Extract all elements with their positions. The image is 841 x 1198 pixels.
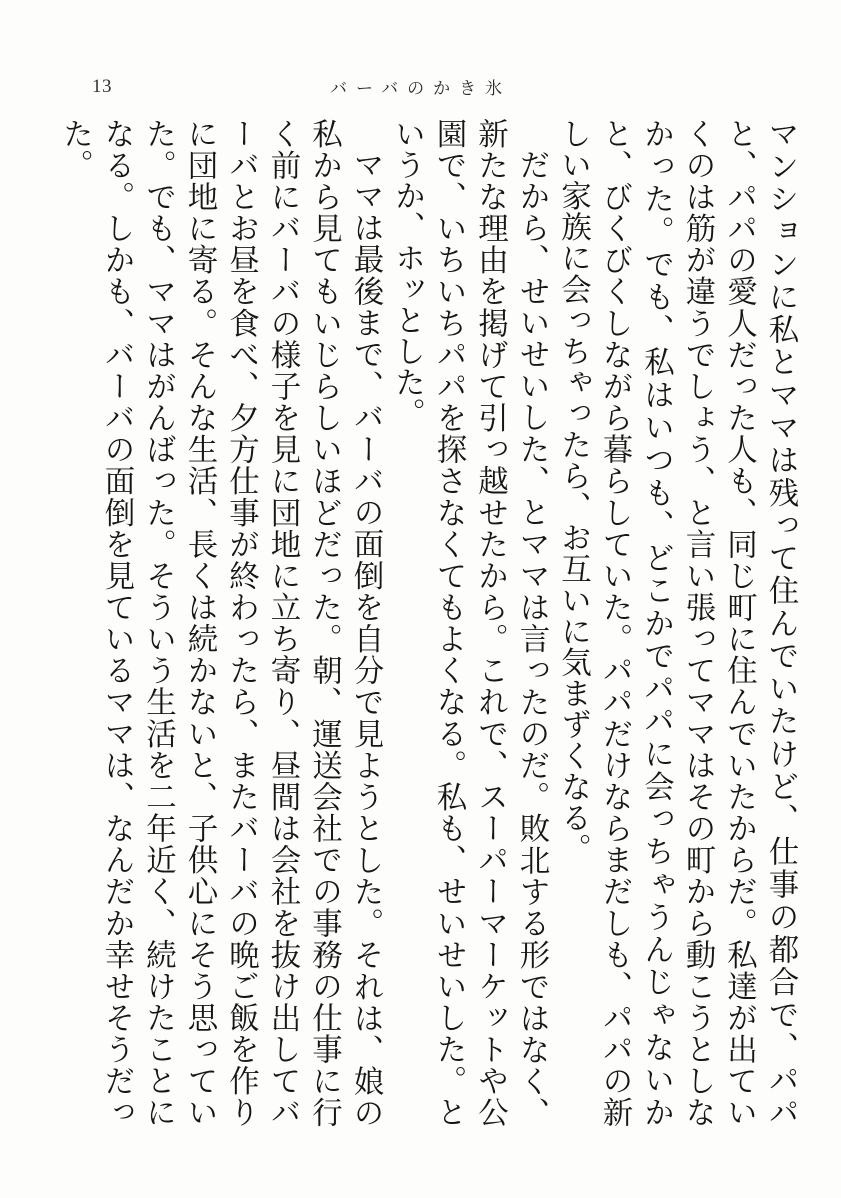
page-number: 13: [92, 76, 112, 97]
running-title: バーバのかき氷: [330, 79, 512, 99]
paragraph: ママは最後まで、バーバの面倒を自分で見ようとした。それは、娘の私から見てもいじらしいほどだった。朝、運送会社での事務の仕事に行く前にバーバの様子を見に団地に立ち寄り、昼間は会社を抜け出してバーバとお昼を食べ、夕方仕事が終わったら、またバーバの晩ご飯を作りに団地に寄る。そんな生活、長くは続かないと、子供心にそう思っていた。でも、ママはがんばった。そういう生活を二年近く、続けたことになる。しかも、バーバの面倒を見ているママは、なんだか幸せそうだった。: [57, 118, 383, 1128]
paragraph: だから、せいせいした、とママは言ったのだ。敗北する形ではなく、新たな理由を掲げて引っ越せたから。これで、スーパーマーケットや公園で、いちいちパパを探さなくてもよくなる。私も、せいせいした。というか、ホッとした。: [389, 118, 549, 1128]
body-text: [31, 118, 801, 1128]
paragraph: マンションに私とママは残って住んでいたけど、仕事の都合で、パパと、パパの愛人だった人も、同じ町に住んでいたからだ。私達が出ていくのは筋が違うでしょう、と言い張ってママはその町から動こうとしなかった。でも、私はいつも、どこかでパパに会っちゃうんじゃないかと、びくびくしながら暮らしていた。パパだけならまだしも、パパの新しい家族に会っちゃったら、お互いに気まずくなる。: [555, 118, 798, 1128]
